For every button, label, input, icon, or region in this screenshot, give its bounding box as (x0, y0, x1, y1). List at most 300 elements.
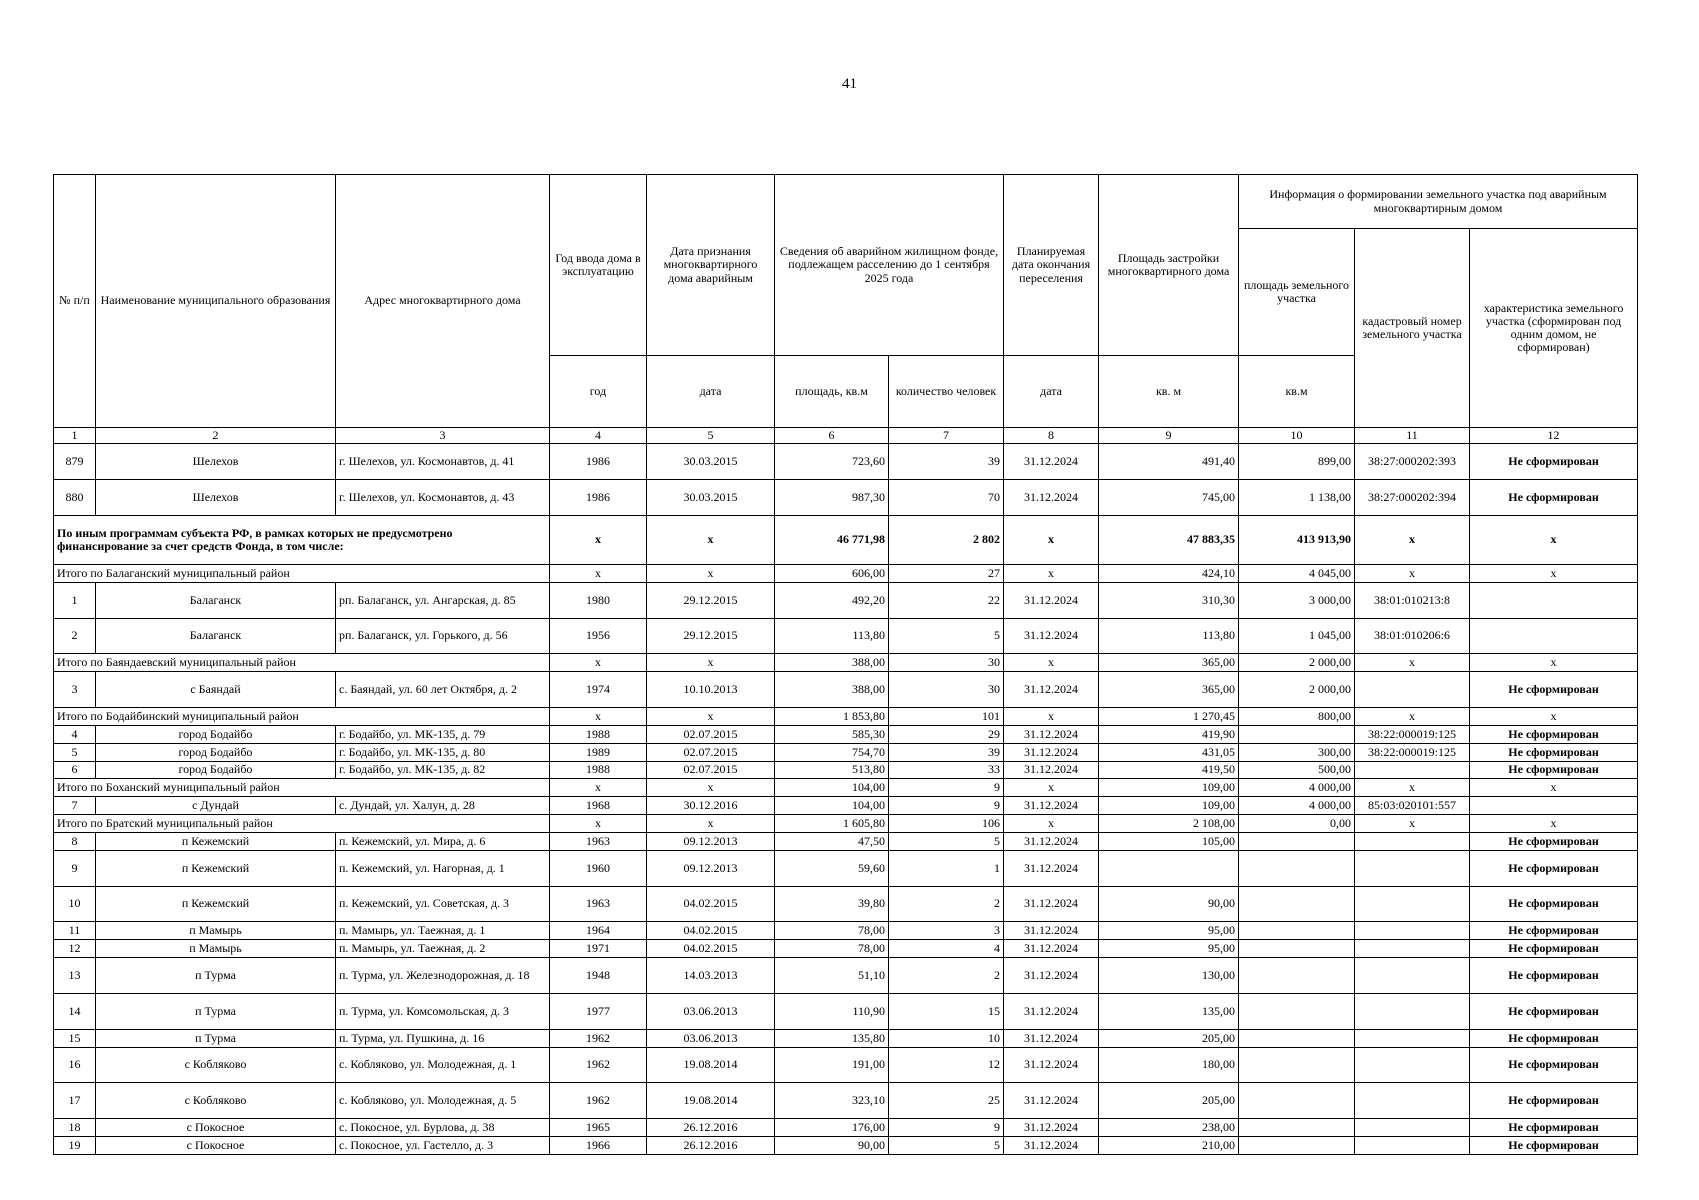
table-cell: 31.12.2024 (1004, 444, 1099, 480)
table-cell: 31.12.2024 (1004, 833, 1099, 851)
total-cell: х (647, 815, 775, 833)
table-cell: 1 (889, 850, 1004, 886)
col-number: 12 (1470, 428, 1638, 444)
table-cell: Не сформирован (1470, 1047, 1638, 1083)
header-recognition-date: Дата признания многоквартирного дома аварийным (647, 175, 775, 356)
table-cell (1355, 1047, 1470, 1083)
unit-area: площадь, кв.м (775, 356, 889, 428)
section-total-row (54, 515, 1638, 564)
table-cell: п. Кежемский, ул. Советская, д. 3 (336, 886, 550, 922)
table-cell: 26.12.2016 (647, 1136, 775, 1154)
total-cell: 0,00 (1239, 815, 1355, 833)
district-title: Итого по Братский муниципальный район (54, 815, 550, 833)
table-cell: 1974 (550, 672, 647, 708)
table-row (54, 958, 1638, 994)
table-cell (1355, 1119, 1470, 1137)
table-cell: 78,00 (775, 940, 889, 958)
table-cell: Не сформирован (1470, 850, 1638, 886)
table-cell: 15 (54, 1029, 96, 1047)
table-cell: 02.07.2015 (647, 725, 775, 743)
table-cell: 105,00 (1099, 833, 1239, 851)
header-address: Адрес многоквартирного дома (336, 175, 550, 428)
table-row (54, 618, 1638, 654)
total-cell: 4 045,00 (1239, 564, 1355, 582)
table-cell: 1 138,00 (1239, 479, 1355, 515)
unit-planned-date: дата (1004, 356, 1099, 428)
table-row (54, 479, 1638, 515)
table-body (54, 444, 1638, 1155)
table-cell: 25 (889, 1083, 1004, 1119)
table-cell (1355, 1083, 1470, 1119)
table-cell: 113,80 (1099, 618, 1239, 654)
table-cell: 31.12.2024 (1004, 672, 1099, 708)
table-cell: 31.12.2024 (1004, 1083, 1099, 1119)
table-cell: Не сформирован (1470, 725, 1638, 743)
table-cell (1355, 833, 1470, 851)
total-cell: 413 913,90 (1239, 515, 1355, 564)
total-cell: х (1004, 654, 1099, 672)
table-cell: 300,00 (1239, 743, 1355, 761)
table-cell: 31.12.2024 (1004, 993, 1099, 1029)
table-cell: 310,30 (1099, 582, 1239, 618)
table-cell: 130,00 (1099, 958, 1239, 994)
table-cell: г. Бодайбо, ул. МК-135, д. 79 (336, 725, 550, 743)
table-cell: 38:01:010206:6 (1355, 618, 1470, 654)
page-number: 41 (842, 76, 857, 92)
table-cell: Не сформирован (1470, 958, 1638, 994)
table-cell: с Дундай (96, 797, 336, 815)
table-cell (1239, 993, 1355, 1029)
table-cell: 135,80 (775, 1029, 889, 1047)
table-cell: 15 (889, 993, 1004, 1029)
total-cell: 2 802 (889, 515, 1004, 564)
table-row (54, 850, 1638, 886)
table-cell: с Покосное (96, 1119, 336, 1137)
table-cell: 1968 (550, 797, 647, 815)
table-cell: 31.12.2024 (1004, 1047, 1099, 1083)
total-cell: х (647, 564, 775, 582)
table-cell: 04.02.2015 (647, 886, 775, 922)
table-row (54, 993, 1638, 1029)
table-cell: 205,00 (1099, 1083, 1239, 1119)
total-cell: х (1004, 815, 1099, 833)
table-cell (1355, 993, 1470, 1029)
table-cell: п. Турма, ул. Железнодорожная, д. 18 (336, 958, 550, 994)
col-number: 9 (1099, 428, 1239, 444)
table-cell: п. Кежемский, ул. Мира, д. 6 (336, 833, 550, 851)
table-cell: 02.07.2015 (647, 761, 775, 779)
table-cell: 10 (54, 886, 96, 922)
table-cell: 1962 (550, 1047, 647, 1083)
total-cell: 30 (889, 654, 1004, 672)
table-cell: 176,00 (775, 1119, 889, 1137)
table-cell: 22 (889, 582, 1004, 618)
table-cell: 04.02.2015 (647, 922, 775, 940)
table-cell: 38:27:000202:394 (1355, 479, 1470, 515)
district-title: Итого по Баяндаевский муниципальный район (54, 654, 550, 672)
table-cell: 135,00 (1099, 993, 1239, 1029)
table-cell: 238,00 (1099, 1119, 1239, 1137)
header-cadastral: кадастровый номер земельного участка (1355, 229, 1470, 428)
table-cell: с. Кобляково, ул. Молодежная, д. 5 (336, 1083, 550, 1119)
header-num: № п/п (54, 175, 96, 428)
table-cell: 90,00 (775, 1136, 889, 1154)
table-cell: Не сформирован (1470, 993, 1638, 1029)
table-cell: п Мамырь (96, 922, 336, 940)
table-cell: город Бодайбо (96, 725, 336, 743)
total-cell: х (1355, 707, 1470, 725)
table-cell: 30 (889, 672, 1004, 708)
table-cell: 90,00 (1099, 886, 1239, 922)
section-title: По иным программам субъекта РФ, в рамках которых не предусмотрено финансирование за счет средств Фонда, в том числе: (54, 515, 550, 564)
table-cell: 13 (54, 958, 96, 994)
table-cell (1239, 958, 1355, 994)
table-cell: 31.12.2024 (1004, 1119, 1099, 1137)
table-cell (1239, 1136, 1355, 1154)
table-cell: 180,00 (1099, 1047, 1239, 1083)
table-cell: с. Дундай, ул. Халун, д. 28 (336, 797, 550, 815)
table-cell: 31.12.2024 (1004, 797, 1099, 815)
table-cell: с. Покосное, ул. Бурлова, д. 38 (336, 1119, 550, 1137)
col-number: 8 (1004, 428, 1099, 444)
total-cell: 1 270,45 (1099, 707, 1239, 725)
table-cell: 30.03.2015 (647, 479, 775, 515)
district-total-row (54, 779, 1638, 797)
table-cell: 3 (889, 922, 1004, 940)
col-number: 11 (1355, 428, 1470, 444)
total-cell: 101 (889, 707, 1004, 725)
table-cell: 31.12.2024 (1004, 1136, 1099, 1154)
table-row (54, 743, 1638, 761)
table-cell (1239, 833, 1355, 851)
total-cell: 106 (889, 815, 1004, 833)
total-cell: х (550, 707, 647, 725)
table-cell: 31.12.2024 (1004, 761, 1099, 779)
total-cell: х (550, 564, 647, 582)
table-cell: 12 (889, 1047, 1004, 1083)
table-cell (1239, 1029, 1355, 1047)
district-total-row (54, 654, 1638, 672)
table-cell: 78,00 (775, 922, 889, 940)
table-cell: Не сформирован (1470, 1083, 1638, 1119)
table-cell: 754,70 (775, 743, 889, 761)
table-cell: 18 (54, 1119, 96, 1137)
table-cell: п Турма (96, 958, 336, 994)
total-cell: х (550, 515, 647, 564)
total-cell: 47 883,35 (1099, 515, 1239, 564)
table-cell: с Кобляково (96, 1083, 336, 1119)
table-row (54, 1136, 1638, 1154)
total-cell: 800,00 (1239, 707, 1355, 725)
table-cell: 5 (889, 1136, 1004, 1154)
table-cell: г. Бодайбо, ул. МК-135, д. 80 (336, 743, 550, 761)
table-cell: 113,80 (775, 618, 889, 654)
table-cell (1239, 886, 1355, 922)
table-cell: 38:01:010213:8 (1355, 582, 1470, 618)
table-cell: п. Мамырь, ул. Таежная, д. 2 (336, 940, 550, 958)
total-cell: 1 853,80 (775, 707, 889, 725)
table-cell: Балаганск (96, 582, 336, 618)
table-cell: п. Мамырь, ул. Таежная, д. 1 (336, 922, 550, 940)
table-cell: 2 (889, 958, 1004, 994)
total-cell: х (1470, 707, 1638, 725)
unit-building-area: кв. м (1099, 356, 1239, 428)
table-row (54, 444, 1638, 480)
table-row (54, 672, 1638, 708)
table-cell: 419,50 (1099, 761, 1239, 779)
table-cell: 1 (54, 582, 96, 618)
table-cell: Не сформирован (1470, 672, 1638, 708)
table-cell: 4 (889, 940, 1004, 958)
table-cell: Не сформирован (1470, 940, 1638, 958)
table-cell: 51,10 (775, 958, 889, 994)
table-cell: 879 (54, 444, 96, 480)
table-cell: 31.12.2024 (1004, 618, 1099, 654)
table-cell: 31.12.2024 (1004, 479, 1099, 515)
table-row (54, 582, 1638, 618)
table-cell: 110,90 (775, 993, 889, 1029)
table-row (54, 761, 1638, 779)
table-cell: 1962 (550, 1029, 647, 1047)
table-cell (1355, 850, 1470, 886)
table-cell (1239, 940, 1355, 958)
table-cell: рп. Балаганск, ул. Горького, д. 56 (336, 618, 550, 654)
col-number: 3 (336, 428, 550, 444)
table-row (54, 797, 1638, 815)
table-cell: 987,30 (775, 479, 889, 515)
table-cell (1355, 940, 1470, 958)
table-cell: 1986 (550, 479, 647, 515)
table-cell: 500,00 (1239, 761, 1355, 779)
total-cell: х (550, 654, 647, 672)
table-cell: 39 (889, 444, 1004, 480)
total-cell: 109,00 (1099, 779, 1239, 797)
header-municipality: Наименование муниципального образования (96, 175, 336, 428)
table-cell: 491,40 (1099, 444, 1239, 480)
table-cell: 1956 (550, 618, 647, 654)
total-cell: х (1355, 515, 1470, 564)
total-cell: х (1470, 779, 1638, 797)
table-cell: 31.12.2024 (1004, 850, 1099, 886)
table-cell: 7 (54, 797, 96, 815)
table-cell (1239, 922, 1355, 940)
col-number: 2 (96, 428, 336, 444)
table-cell: п. Турма, ул. Комсомольская, д. 3 (336, 993, 550, 1029)
table-cell: 10.10.2013 (647, 672, 775, 708)
total-cell: х (1004, 779, 1099, 797)
table-cell: 1966 (550, 1136, 647, 1154)
total-cell: 4 000,00 (1239, 779, 1355, 797)
table-cell: 323,10 (775, 1083, 889, 1119)
table-cell: 85:03:020101:557 (1355, 797, 1470, 815)
col-number: 6 (775, 428, 889, 444)
table-cell: 513,80 (775, 761, 889, 779)
table-cell (1355, 672, 1470, 708)
table-cell: с Баяндай (96, 672, 336, 708)
table-cell: Не сформирован (1470, 444, 1638, 480)
table-cell: п Мамырь (96, 940, 336, 958)
total-cell: х (1004, 707, 1099, 725)
table-row (54, 833, 1638, 851)
table-cell: Не сформирован (1470, 886, 1638, 922)
table-row (54, 886, 1638, 922)
table-cell: 4 (54, 725, 96, 743)
header-fund-info: Сведения об аварийном жилищном фонде, подлежащем расселению до 1 сентября 2025 года (775, 175, 1004, 356)
total-cell: х (1470, 815, 1638, 833)
emergency-housing-table (53, 174, 1638, 1155)
total-cell: х (647, 654, 775, 672)
header-building-area: Площадь застройки многоквартирного дома (1099, 175, 1239, 356)
table-cell: 1963 (550, 886, 647, 922)
table-row (54, 1029, 1638, 1047)
table-cell: 1986 (550, 444, 647, 480)
table-cell: 4 000,00 (1239, 797, 1355, 815)
total-cell: 27 (889, 564, 1004, 582)
header-land-info: Информация о формировании земельного участка под аварийным многоквартирным домом (1239, 175, 1638, 229)
table-cell: Не сформирован (1470, 833, 1638, 851)
table-cell: 29 (889, 725, 1004, 743)
total-cell: 9 (889, 779, 1004, 797)
table-cell: 16 (54, 1047, 96, 1083)
table-cell: рп. Балаганск, ул. Ангарская, д. 85 (336, 582, 550, 618)
total-cell: х (550, 779, 647, 797)
table-cell: 19 (54, 1136, 96, 1154)
table-row (54, 1047, 1638, 1083)
unit-land-area: кв.м (1239, 356, 1355, 428)
table-cell: 388,00 (775, 672, 889, 708)
header-year: Год ввода дома в эксплуатацию (550, 175, 647, 356)
table-cell: 31.12.2024 (1004, 886, 1099, 922)
table-cell: Не сформирован (1470, 1119, 1638, 1137)
table-cell: Не сформирован (1470, 743, 1638, 761)
total-cell: х (647, 779, 775, 797)
total-cell: 104,00 (775, 779, 889, 797)
table-cell: 09.12.2013 (647, 833, 775, 851)
table-cell: п Кежемский (96, 886, 336, 922)
total-cell: 1 605,80 (775, 815, 889, 833)
table-cell (1355, 958, 1470, 994)
table-cell (1099, 850, 1239, 886)
table-cell: 19.08.2014 (647, 1083, 775, 1119)
table-cell (1239, 850, 1355, 886)
table-cell: с Покосное (96, 1136, 336, 1154)
table-cell: г. Шелехов, ул. Космонавтов, д. 41 (336, 444, 550, 480)
table-cell: 11 (54, 922, 96, 940)
table-row (54, 922, 1638, 940)
total-cell: 424,10 (1099, 564, 1239, 582)
table-cell: 31.12.2024 (1004, 922, 1099, 940)
table-cell: 1988 (550, 725, 647, 743)
table-cell: 70 (889, 479, 1004, 515)
table-cell: с. Покосное, ул. Гастелло, д. 3 (336, 1136, 550, 1154)
table-cell: 10 (889, 1029, 1004, 1047)
total-cell: х (1470, 564, 1638, 582)
table-cell: 29.12.2015 (647, 582, 775, 618)
unit-date: дата (647, 356, 775, 428)
table-row (54, 940, 1638, 958)
table-cell: город Бодайбо (96, 761, 336, 779)
table-cell: 9 (889, 1119, 1004, 1137)
table-cell: 5 (889, 618, 1004, 654)
total-cell: х (1355, 654, 1470, 672)
table-cell: г. Бодайбо, ул. МК-135, д. 82 (336, 761, 550, 779)
table-cell: 104,00 (775, 797, 889, 815)
table-cell (1239, 1119, 1355, 1137)
table-cell: 31.12.2024 (1004, 743, 1099, 761)
table-row (54, 1083, 1638, 1119)
table-cell: 2 (889, 886, 1004, 922)
table-cell: 31.12.2024 (1004, 1029, 1099, 1047)
table-cell: 1963 (550, 833, 647, 851)
total-cell: х (1470, 654, 1638, 672)
table-cell: 29.12.2015 (647, 618, 775, 654)
table-cell: 59,60 (775, 850, 889, 886)
table-cell: 38:27:000202:393 (1355, 444, 1470, 480)
header-land-char: характеристика земельного участка (сформирован под одним домом, не сформирован) (1470, 229, 1638, 428)
table-cell: 1960 (550, 850, 647, 886)
table-cell: 38:22:000019:125 (1355, 743, 1470, 761)
table-cell: 02.07.2015 (647, 743, 775, 761)
district-title: Итого по Балаганский муниципальный район (54, 564, 550, 582)
total-cell: 365,00 (1099, 654, 1239, 672)
col-number: 1 (54, 428, 96, 444)
district-title: Итого по Боханский муниципальный район (54, 779, 550, 797)
table-cell: 431,05 (1099, 743, 1239, 761)
table-cell: 14.03.2013 (647, 958, 775, 994)
total-cell: х (1004, 564, 1099, 582)
table-cell: 03.06.2013 (647, 993, 775, 1029)
table-cell (1239, 1083, 1355, 1119)
district-total-row (54, 815, 1638, 833)
table-cell: п Кежемский (96, 850, 336, 886)
table-cell (1470, 618, 1638, 654)
table-cell: 880 (54, 479, 96, 515)
total-cell: 2 108,00 (1099, 815, 1239, 833)
district-total-row (54, 564, 1638, 582)
table-cell: 33 (889, 761, 1004, 779)
column-numbers-row (54, 428, 1638, 444)
table-cell: г. Шелехов, ул. Космонавтов, д. 43 (336, 479, 550, 515)
table-cell: 1988 (550, 761, 647, 779)
table-cell (1470, 582, 1638, 618)
table-cell (1355, 1136, 1470, 1154)
table-cell: 39,80 (775, 886, 889, 922)
table-cell: 205,00 (1099, 1029, 1239, 1047)
total-cell: х (1004, 515, 1099, 564)
table-cell: Не сформирован (1470, 479, 1638, 515)
total-cell: 388,00 (775, 654, 889, 672)
table-cell: 109,00 (1099, 797, 1239, 815)
table-cell: 12 (54, 940, 96, 958)
total-cell: х (1355, 815, 1470, 833)
table-cell: Не сформирован (1470, 1136, 1638, 1154)
district-total-row (54, 707, 1638, 725)
total-cell: х (647, 707, 775, 725)
total-cell: х (1355, 564, 1470, 582)
table-cell: п Турма (96, 993, 336, 1029)
table-cell: 6 (54, 761, 96, 779)
table-cell: 899,00 (1239, 444, 1355, 480)
table-cell: 365,00 (1099, 672, 1239, 708)
table-cell: 19.08.2014 (647, 1047, 775, 1083)
table-cell (1355, 1029, 1470, 1047)
table-cell: 1989 (550, 743, 647, 761)
table-cell: 95,00 (1099, 922, 1239, 940)
table-cell: 1 045,00 (1239, 618, 1355, 654)
table-cell: 17 (54, 1083, 96, 1119)
table-cell: 04.02.2015 (647, 940, 775, 958)
total-cell: х (1470, 515, 1638, 564)
